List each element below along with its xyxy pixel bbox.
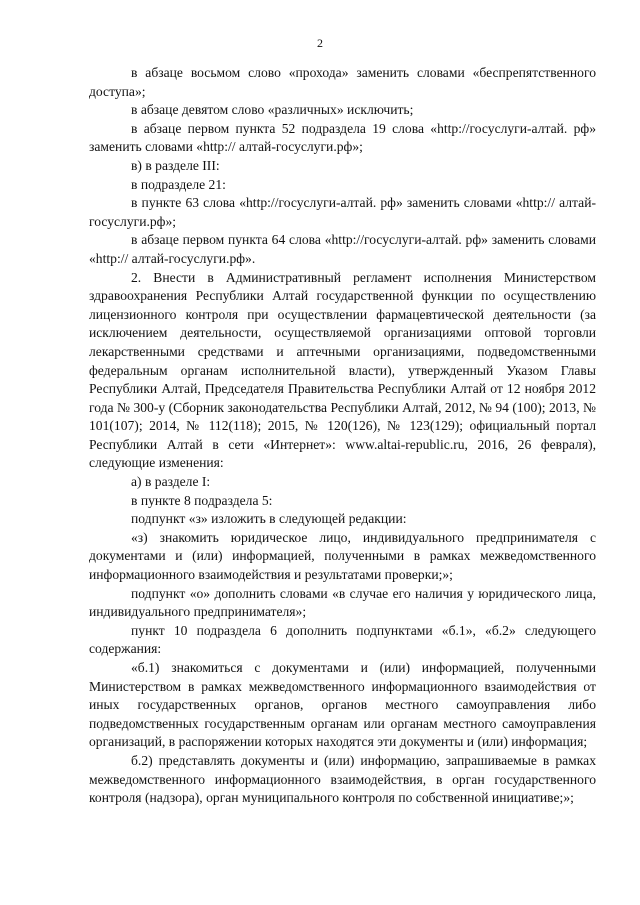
paragraph: в подразделе 21: (131, 176, 226, 192)
paragraph: а) в разделе I: (131, 474, 211, 490)
paragraph: 2. Внести в Административный регламент исполнения Министерством здравоохранения Республики Алтай государственной функции по осуществлению лицензионного контроля при осуществлении фармацевтической деятельности (за исключением деятельности, осуществляемой организациями оптовой торговли лекарственными средствами и аптечными организациями, подведомственными федеральным органам исполнительной власти), утвержденный Указом Главы Республики Алтай, Председателя Правительства Республики Алтай от 12 ноября 2012 года № 300-у (Сборник законодательства Республики Алтай, 2012, № 94 (100); 2013, № 101(107); 2014, № 112(118); 2015, № 120(126), № 123(129); официальный портал Республики Алтай в сети «Интернет»: www.altai-republic.ru, 2016, 26 февраля), следующие изменения: (89, 269, 596, 471)
paragraph: в абзаце первом пункта 52 подраздела 19 слова «http://госуслуги-алтай. рф» заменить словами «http:// алтай-госуслуги.рф»; (89, 120, 596, 155)
page-number: 2 (317, 36, 323, 50)
paragraph: в абзаце восьмом слово «прохода» заменить словами «беспрепятственного доступа»; (89, 65, 596, 99)
paragraph: в абзаце первом пункта 64 слова «http://госуслуги-алтай. рф» заменить словами «http:// алтай-госуслуги.рф». (89, 232, 596, 266)
paragraph: б.2) представлять документы и (или) информацию, запрашиваемые в рамках межведомственного информационного взаимодействия, в орган государственного контроля (надзора), орган муниципального контроля по собственной инициативе;»; (89, 752, 596, 806)
paragraph: «з) знакомить юридическое лицо, индивидуального предпринимателя с документами и (или) информацией, полученными в рамках межведомственного информационного взаимодействия и результатами проверки;»; (89, 529, 596, 583)
document-body (89, 64, 596, 808)
paragraph: подпункт «о» дополнить словами «в случае его наличия у юридического лица, индивидуального предпринимателя»; (89, 585, 596, 620)
paragraph: подпункт «з» изложить в следующей редакции: (131, 511, 407, 527)
paragraph: в) в разделе III: (131, 157, 220, 173)
paragraph: пункт 10 подраздела 6 дополнить подпунктами «б.1», «б.2» следующего содержания: (89, 622, 596, 657)
paragraph: в абзаце девятом слово «различных» исключить; (131, 102, 414, 118)
paragraph: в пункте 63 слова «http://госуслуги-алтай. рф» заменить словами «http:// алтай-госуслуги.рф»; (89, 195, 596, 229)
paragraph: «б.1) знакомиться с документами и (или) информацией, полученными Министерством в рамках межведомственного информационного взаимодействия от иных государственных органов, органов местного самоуправления либо подведомственных государственным органам или органам местного самоуправления организаций, в распоряжении которых находятся эти документы и (или) информация; (89, 660, 596, 750)
paragraph: в пункте 8 подраздела 5: (131, 492, 273, 508)
